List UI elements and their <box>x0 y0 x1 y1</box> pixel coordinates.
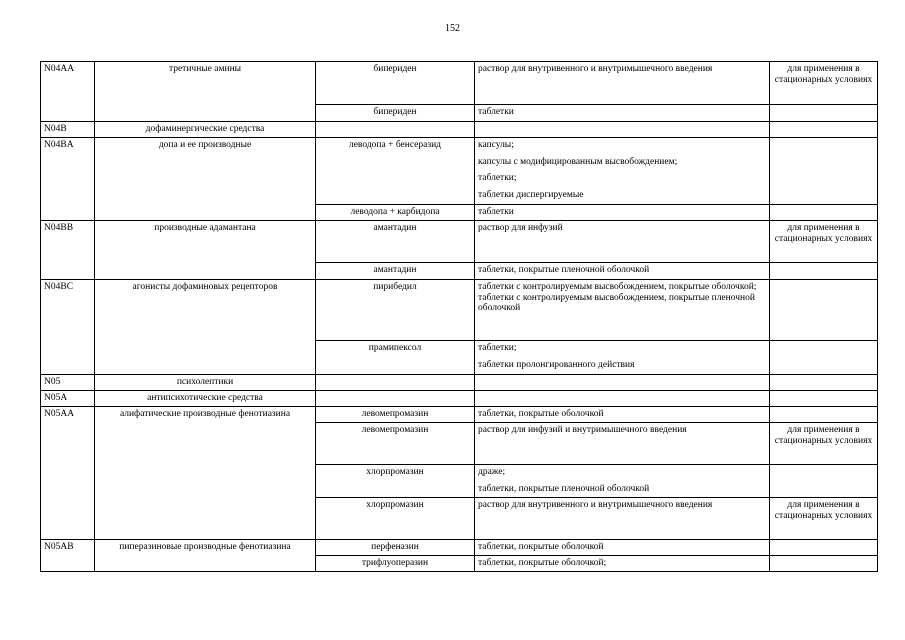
dosage-form <box>475 341 770 375</box>
dosage-form-line: таблетки, покрытые оболочкой <box>478 542 604 552</box>
dosage-form-line: раствор для внутривенного и внутримышечного введения <box>478 64 713 74</box>
drug-name: бипериден <box>316 105 475 122</box>
table-row <box>41 138 878 205</box>
dosage-form-line: таблетки, покрытые оболочкой <box>478 409 604 419</box>
dosage-form <box>475 105 770 122</box>
atc-group: производные адамантана <box>95 221 316 280</box>
drug-name: перфеназин <box>316 540 475 556</box>
dosage-form-line: капсулы с модифицированным высвобождением; <box>478 156 678 167</box>
atc-group: пиперазиновые производные фенотиазина <box>95 540 316 572</box>
table-row <box>41 122 878 138</box>
table-row <box>41 375 878 391</box>
atc-code: N04AA <box>41 62 95 122</box>
dosage-form <box>475 423 770 465</box>
dosage-form <box>475 407 770 423</box>
atc-code: N05A <box>41 391 95 407</box>
drug-name: амантадин <box>316 221 475 263</box>
atc-code: N05AB <box>41 540 95 572</box>
dosage-form-line: драже; <box>478 467 506 477</box>
dosage-form-line: капсулы; <box>478 140 514 150</box>
dosage-form-line: таблетки, покрытые пленочной оболочкой <box>478 483 650 494</box>
drug-name: левомепромазин <box>316 423 475 465</box>
drug-name: трифлуоперазин <box>316 556 475 572</box>
usage-note <box>770 105 878 122</box>
dosage-form-line: таблетки; <box>478 173 517 183</box>
dosage-form <box>475 62 770 105</box>
drug-name: леводопа + карбидопа <box>316 205 475 221</box>
drug-name: прамипексол <box>316 341 475 375</box>
usage-note: для применения в стационарных условиях <box>770 498 878 540</box>
table-row <box>41 407 878 423</box>
dosage-form-line: таблетки диспергируемые <box>478 189 584 200</box>
atc-code: N04B <box>41 122 95 138</box>
atc-group: агонисты дофаминовых рецепторов <box>95 280 316 375</box>
drug-name: хлорпромазин <box>316 465 475 498</box>
atc-group: психолептики <box>95 375 316 391</box>
atc-code: N04BA <box>41 138 95 221</box>
atc-group: третичные амины <box>95 62 316 122</box>
dosage-form-line: таблетки; <box>478 343 517 353</box>
dosage-form-line: таблетки с контролируемым высвобождением, покрытые оболочкой; <box>478 282 757 292</box>
atc-code: N04BC <box>41 280 95 375</box>
atc-group: допа и ее производные <box>95 138 316 221</box>
atc-group: антипсихотические средства <box>95 391 316 407</box>
drug-name: левомепромазин <box>316 407 475 423</box>
dosage-form <box>475 556 770 572</box>
dosage-form-line: таблетки <box>478 207 514 217</box>
dosage-form <box>475 498 770 540</box>
dosage-form-line: таблетки, покрытые пленочной оболочкой <box>478 265 650 275</box>
table-row <box>41 62 878 105</box>
atc-group: дофаминергические средства <box>95 122 316 138</box>
atc-code: N04BB <box>41 221 95 280</box>
dosage-form-line: раствор для инфузий и внутримышечного введения <box>478 425 687 435</box>
usage-note: для применения в стационарных условиях <box>770 221 878 263</box>
dosage-form-line: таблетки пролонгированного действия <box>478 359 635 370</box>
dosage-form-line: таблетки, покрытые оболочкой; <box>478 558 607 568</box>
atc-code: N05 <box>41 375 95 391</box>
page-number: 152 <box>445 23 460 34</box>
dosage-form <box>475 205 770 221</box>
table-row <box>41 221 878 263</box>
dosage-form-line: раствор для инфузий <box>478 223 563 233</box>
drug-table <box>40 61 878 572</box>
table-row <box>41 280 878 341</box>
dosage-form <box>475 280 770 341</box>
dosage-form <box>475 263 770 280</box>
dosage-form <box>475 540 770 556</box>
dosage-form <box>475 221 770 263</box>
drug-name: леводопа + бенсеразид <box>316 138 475 205</box>
drug-name: пирибедил <box>316 280 475 341</box>
table-row <box>41 391 878 407</box>
usage-note: для применения в стационарных условиях <box>770 423 878 465</box>
atc-code: N05AA <box>41 407 95 540</box>
dosage-form-line: таблетки с контролируемым высвобождением, покрытые пленочной оболочкой <box>478 292 755 313</box>
table-row <box>41 540 878 556</box>
dosage-form-line: таблетки <box>478 107 514 117</box>
drug-name: амантадин <box>316 263 475 280</box>
dosage-form <box>475 138 770 205</box>
usage-note: для применения в стационарных условиях <box>770 62 878 105</box>
dosage-form-line: раствор для внутривенного и внутримышечного введения <box>478 500 713 510</box>
atc-group: алифатические производные фенотиазина <box>95 407 316 540</box>
drug-name: бипериден <box>316 62 475 105</box>
dosage-form <box>475 465 770 498</box>
drug-name: хлорпромазин <box>316 498 475 540</box>
